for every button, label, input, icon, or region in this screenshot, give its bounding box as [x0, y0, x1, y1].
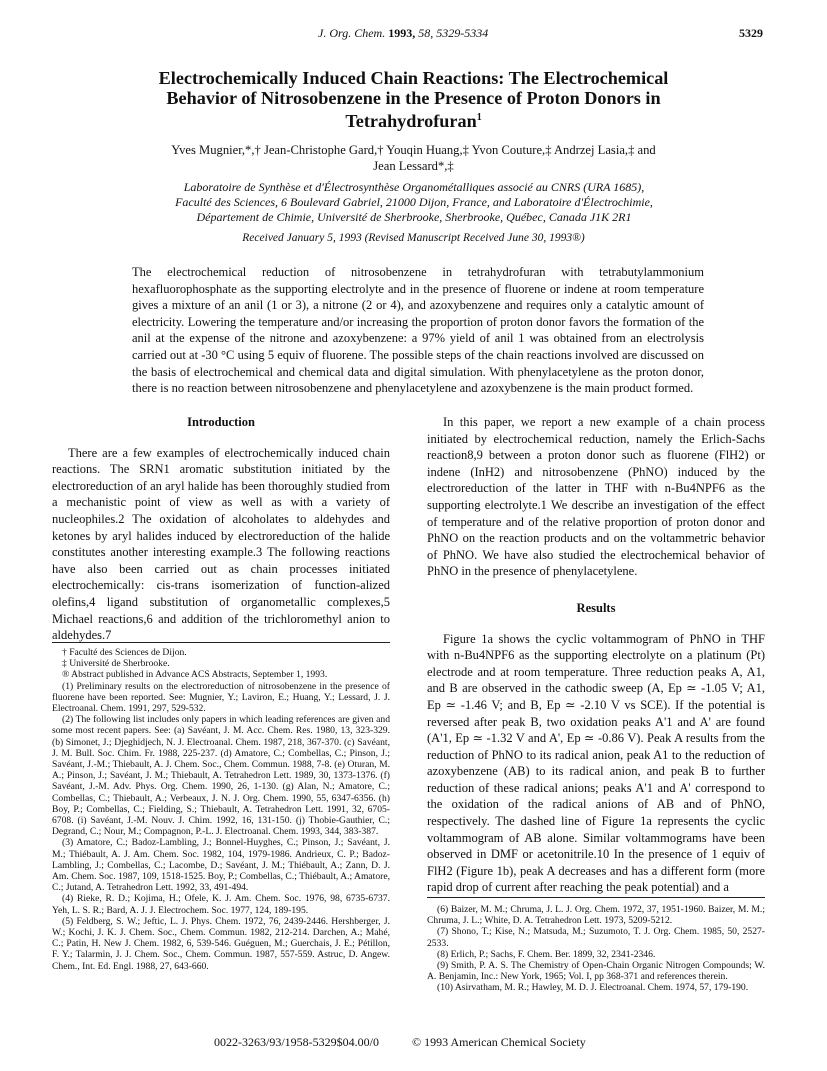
journal-year: 1993, — [388, 26, 416, 40]
introduction-heading: Introduction — [187, 415, 255, 429]
footnotes-left — [52, 647, 390, 972]
page-number: 5329 — [739, 26, 763, 40]
footnote: (8) Erlich, P.; Sachs, F. Chem. Ber. 1899, 32, 2341-2346. — [437, 948, 656, 960]
affiliation-line-2: Faculté des Sciences, 6 Boulevard Gabriel, 21000 Dijon, France, and Laboratoire d'Électrochimie, — [175, 195, 653, 209]
article-code: 0022-3263/93/1958-5329$04.00/0 — [214, 1035, 379, 1049]
journal-volume-pages: 58, 5329-5334 — [418, 26, 489, 40]
footnote: † Faculté des Sciences de Dijon. — [62, 647, 187, 658]
copyright-notice: © 1993 American Chemical Society — [412, 1035, 586, 1049]
authors-line-1: Yves Mugnier,*,† Jean-Christophe Gard,† Youqin Huang,‡ Yvon Couture,‡ Andrzej Lasia,‡ and — [171, 143, 656, 157]
footnotes-right — [427, 904, 765, 994]
footnote: (10) Asirvatham, M. R.; Hawley, M. D. J. Electroanal. Chem. 1974, 57, 179-190. — [437, 982, 749, 994]
left-column — [52, 414, 390, 644]
authors-line-2: Jean Lessard*,‡ — [373, 159, 454, 173]
title-line-3: Tetrahydrofuran — [345, 111, 477, 132]
right-intro-paragraph: In this paper, we report a new example of a chain process initiated by electrochemical reduction, namely the Erlich-Sachs reaction8,9 between a proton donor such as fluorene (FlH2) or indene (InH2) and nitrosobenzene (PhNO) induced by the electroreduction of the latter in THF with n-Bu4NPF6 as the supporting electrolyte.1 We describe an investigation of the effect of temperature and of the relative proportion of proton donor and PhNO on the reaction products and on the voltammetric behavior of PhNO. We have also studied the electrochemical behavior of PhNO in the presence of phenylacetylene. — [427, 415, 765, 579]
footnote: ‡ Université de Sherbrooke. — [62, 658, 170, 670]
title-line-1: Electrochemically Induced Chain Reactions: The Electrochemical — [158, 68, 669, 88]
affiliation-line-3: Département de Chimie, Université de Sherbrooke, Sherbrooke, Québec, Canada J1K 2R1 — [196, 210, 632, 224]
footnote: (4) Rieke, R. D.; Kojima, H.; Ofele, K. J. Am. Chem. Soc. 1976, 98, 6735-6737. Yeh, L. S. R.; Bard, A. J. J. Electrochem. Soc. 1977, 124, 189-195. — [52, 893, 390, 916]
footnote-divider-left — [52, 642, 390, 643]
received-dates: Received January 5, 1993 (Revised Manuscript Received June 30, 1993®) — [242, 232, 585, 244]
title-footnote-mark: 1 — [476, 112, 482, 123]
affiliations — [96, 180, 732, 225]
title-line-2: Behavior of Nitrosobenzene in the Presence of Proton Donors in — [166, 88, 661, 108]
footnote: (1) Preliminary results on the electroreduction of nitrosobenzene in the presence of fluorene have been reported. See: Mugnier, Y.; Laviron, E.; Huang, Y.; Lessard, J. J. Electroanal. Chem. 1991, 297, 529-532. — [52, 680, 390, 715]
footnote: (2) The following list includes only papers in which leading references are given and some most recent papers. See: (a) Savéant, J. M. Acc. Chem. Res. 1980, 13, 323-329. (b) Simonet, J.; Djeghidjech, N. J. Electroanal. Chem. 1987, 218, 367-370. (c) Savéant, J. M. Bull. Soc. Chim. Fr. 1988, 225-237. (d) Amatore, C.; Combellas, C.; Pinson, J.; Savéant, J.-M.; Thiebault, A. J. Chem. Soc., Chem. Commun. 1988, 7-8. (e) Oturan, M. A.; Pinson, J.; Savéant, J. M.; Thiebault, A. Tetrahedron Lett. 1989, 30, 1373-1376. (f) Savéant, J.-M. Adv. Phys. Org. Chem. 1990, 26, 1-130. (g) Alan, N.; Amatore, C.; Combellas, C.; Thiebault, A.; Verbeaux, J. N. J. Org. Chem. 1990, 55, 6347-6356. (h) Boy, P.; Combellas, C.; Fielding, S.; Thiebault, A. Tetrahedron Lett. 1991, 32, 6705-6708. (i) Savéant, J.-M. Nouv. J. Chim. 1992, 16, 131-150. (j) Thobie-Gauthier, C.; Degrand, C.; Nour, M.; Compagnon, P.-L. J. Electroanal. Chem. 1993, 344, 383-387. — [52, 714, 390, 838]
article-title — [100, 68, 727, 131]
author-list — [110, 142, 717, 174]
results-heading: Results — [576, 600, 616, 615]
abstract: The electrochemical reduction of nitrosobenzene in tetrahydrofuran with tetrabutylammonium hexafluorophosphate as the supporting electrolyte and in the presence of fluorene or indene at room temperature gives a mixture of an anil (1 or 3), a nitrone (2 or 4), and azoxybenzene and requires only a catalytic amount of electricity. Lowering the temperature and/or increasing the proportion of proton donor favors the formation of the anil at the expense of the nitrone and azoxybenzene: a 97% yield of anil 1 was obtained from an electrolysis carried out at -30 °C using 5 equiv of fluorene. The possible steps of the chain reactions involved are discussed on the basis of electrochemical and chemical data and digital simulation. With phenylacetylene as the proton donor, there is no reaction between nitrosobenzene and phenylacetylene and azoxybenzene is the main product formed. — [132, 265, 704, 396]
right-column — [427, 414, 765, 896]
footnote: (6) Baizer, M. M.; Chruma, J. L. J. Org. Chem. 1972, 37, 1951-1960. Baizer, M. M.; Chruma, J. L.; White, D. A. Tetrahedron Lett. 1973, 5209-5212. — [427, 904, 765, 927]
journal-name: J. Org. Chem. — [318, 26, 386, 40]
footnote: (7) Shono, T.; Kise, N.; Matsuda, M.; Suzumoto, T. J. Org. Chem. 1985, 50, 2527-2533. — [427, 926, 765, 949]
journal-citation — [318, 26, 488, 41]
footnote-divider-right — [427, 897, 765, 898]
running-header — [0, 26, 827, 42]
footnote: (5) Feldberg, S. W.; Jeftic, L. J. Phys. Chem. 1972, 76, 2439-2446. Hershberger, J. W.; Kochi, J. K. J. Chem. Soc., Chem. Commun. 1982, 212-214. Darchen, A.; Mahé, C.; Patin, H. New J. Chem. 1982, 6, 539-546. Guéguen, M.; Guerchais, J. E.; Pétillon, F. Y.; Talarmin, J. J. Chem. Soc., Chem. Commun. 1987, 557-559. Astruc, D. Angew. Chem., Int. Ed. Engl. 1988, 27, 643-660. — [52, 915, 390, 972]
introduction-paragraph: There are a few examples of electrochemically induced chain reactions. The SRN1 aromatic substitution initiated by the electroreduction of an aryl halide has been thoroughly studied from a mechanistic point of view as well as with a variety of nucleophiles.2 The oxidation of alcoholates to aldehydes and ketones by aryl halides induced by electroreduction of the halide constitutes another interesting example.3 The following reactions have also been carried out as chain processes initiated electrochemically: cis-trans isomerization of function-alized olefins,4 ligand substitution of organometallic complexes,5 Michael reactions,6 and addition of the trichloromethyl anion to aldehydes.7 — [52, 445, 390, 643]
footnote: (3) Amatore, C.; Badoz-Lambling, J.; Bonnel-Huyghes, C.; Pinson, J.; Savéant, J. M.; Thiébault, A. J. Am. Chem. Soc. 1982, 104, 1979-1986. Andrieux, C. P.; Badoz-Lambling, J.; Combellas, C.; Lacombe, D.; Savéant, J. M.; Thiébault, A.; Zann, D. J. Am. Chem. Soc. 1987, 109, 1518-1525. Boy, P.; Combellas, C.; Thiébault, A.; Amatore, C.; Jutand, A. Tetrahedron Lett. 1992, 33, 491-494. — [52, 837, 390, 894]
footnote: ® Abstract published in Advance ACS Abstracts, September 1, 1993. — [62, 669, 328, 681]
footnote: (9) Smith, P. A. S. The Chemistry of Open-Chain Organic Nitrogen Compounds; W. A. Benjamin, Inc.: New York, 1965; Vol. I, pp 368-371 and references therein. — [427, 960, 765, 983]
section-gap — [427, 580, 765, 600]
affiliation-line-1: Laboratoire de Synthèse et d'Électrosynthèse Organométalliques associé au CNRS (URA 1685), — [183, 180, 645, 194]
results-paragraph: Figure 1a shows the cyclic voltammogram of PhNO in THF with n-Bu4NPF6 as the supporting electrolyte on a platinum (Pt) electrode and at room temperature. Three reduction peaks A, A1, and B are observed in the cathodic sweep (A, Ep ≃ -1.05 V; A1, Ep ≃ -1.46 V; and B, Ep ≃ -2.10 V vs SCE). If the potential is reversed after peak B, two oxidation peaks A'1 and A' are found (A'1, Ep ≃ -1.32 V and A', Ep ≃ -0.86 V). Peak A results from the reduction of PhNO to its radical anion, peak A1 to the reduction of azoxybenzene (AB) to its radical anion, and peak B to further reduction of these radical anions; peaks A'1 and A' correspond to the oxidation of the radical anions of AB and of PhNO, respectively. The dashed line of Figure 1a represents the cyclic voltammogram of AB alone. Similar voltammograms have been observed in DMF or acetonitrile.10 In the presence of 1 equiv of FlH2 (Figure 1b), peak A decreases and has a different form (more rapid drop of current after reaching the peak potential) and a — [427, 631, 765, 895]
